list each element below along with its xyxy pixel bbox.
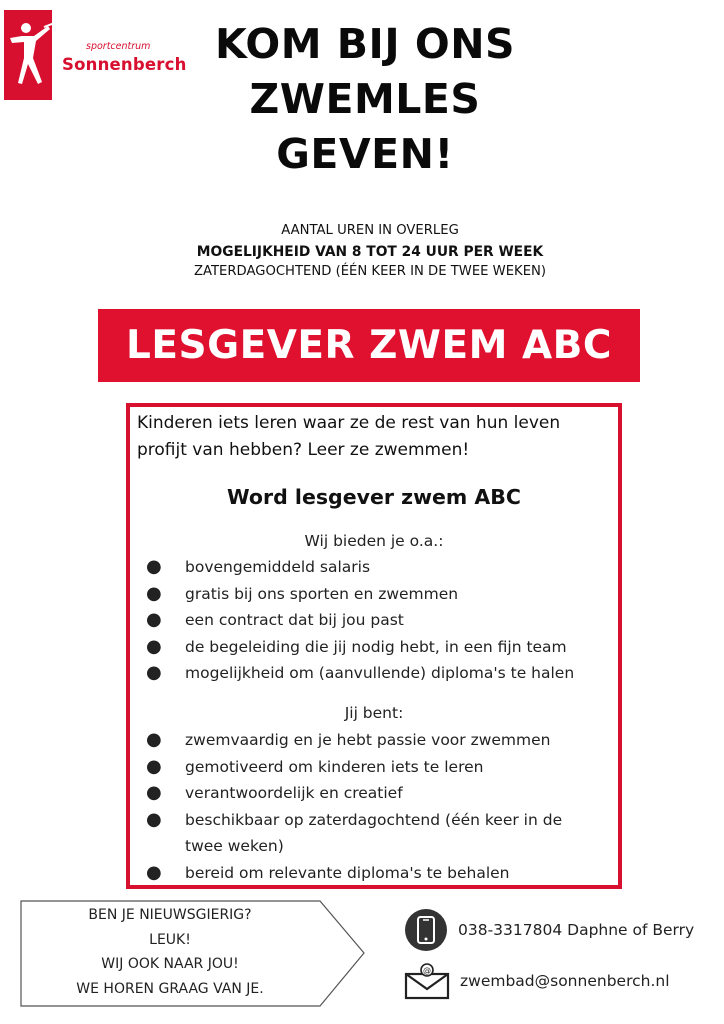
bullet-icon: ● bbox=[146, 662, 162, 683]
headline-line: ZWEMLES bbox=[249, 75, 481, 123]
bullet-icon: ● bbox=[146, 635, 162, 657]
phone-text[interactable]: 038-3317804 Daphne of Berry bbox=[458, 921, 695, 939]
bullet-icon: ● bbox=[146, 861, 162, 883]
job-title-banner: LESGEVER ZWEM ABC bbox=[98, 309, 640, 382]
offer-label: Wij bieden je o.a.: bbox=[304, 532, 444, 550]
hours-range-text: MOGELIJKHEID VAN 8 TOT 24 UUR PER WEEK bbox=[196, 243, 544, 260]
card-heading: Word lesgever zwem ABC bbox=[227, 485, 521, 509]
saturday-text: ZATERDAGOCHTEND (ÉÉN KEER IN DE TWEE WEKEN) bbox=[193, 264, 547, 279]
profile-label: Jij bent: bbox=[344, 704, 404, 722]
bullet-icon: ● bbox=[146, 582, 162, 604]
list-item: ● bereid om relevante diploma's te behalen bbox=[146, 860, 566, 887]
bullet-icon: ● bbox=[146, 609, 162, 630]
phone-contact bbox=[404, 908, 694, 952]
list-item: ● verantwoordelijk en creatief bbox=[146, 780, 566, 807]
list-item: ● bovengemiddeld salaris bbox=[146, 554, 574, 581]
cta-text: BEN JE NIEUWSGIERIG? LEUK! WIJ OOK NAAR JOU! WE HOREN GRAAG VAN JE. bbox=[76, 907, 264, 997]
list-item: ● mogelijkheid om (aanvullende) diploma's te halen bbox=[146, 660, 574, 687]
bullet-icon: ● bbox=[146, 808, 162, 830]
jumper-figure-icon bbox=[4, 10, 52, 100]
logo-subtitle: sportcentrum bbox=[86, 41, 151, 52]
job-info bbox=[110, 221, 630, 283]
list-item: ● de begeleiding die jij nodig hebt, in een fijn team bbox=[146, 634, 574, 661]
headline-line: KOM BIJ ONS bbox=[214, 20, 516, 68]
hours-text: AANTAL UREN IN OVERLEG bbox=[281, 223, 459, 238]
list-item: ● gratis bij ons sporten en zwemmen bbox=[146, 581, 574, 608]
bullet-icon: ● bbox=[146, 782, 162, 803]
phone-icon bbox=[404, 908, 448, 952]
headline bbox=[160, 17, 570, 182]
intro-text: Kinderen iets leren waar ze de rest van hun leven profijt van hebben? Leer ze zwemmen! bbox=[137, 413, 561, 460]
svg-text:@: @ bbox=[423, 966, 431, 975]
email-text[interactable]: zwembad@sonnenberch.nl bbox=[460, 972, 670, 990]
bullet-icon: ● bbox=[146, 755, 162, 777]
logo-name: Sonnenberch bbox=[62, 55, 187, 74]
email-contact bbox=[404, 962, 670, 1000]
logo-mark bbox=[4, 10, 52, 100]
offer-list bbox=[146, 554, 574, 687]
bullet-icon: ● bbox=[146, 729, 162, 750]
bullet-icon: ● bbox=[146, 556, 162, 577]
list-item: ● gemotiveerd om kinderen iets te leren bbox=[146, 754, 566, 781]
profile-list bbox=[146, 727, 566, 886]
list-item: ● zwemvaardig en je hebt passie voor zwemmen bbox=[146, 727, 566, 754]
cta-arrow-box bbox=[20, 900, 366, 1007]
list-item: ● beschikbaar op zaterdagochtend (één keer in de twee weken) bbox=[146, 808, 563, 855]
headline-line: GEVEN! bbox=[276, 130, 454, 178]
list-item: ● een contract dat bij jou past bbox=[146, 607, 574, 634]
email-icon bbox=[404, 962, 450, 1000]
